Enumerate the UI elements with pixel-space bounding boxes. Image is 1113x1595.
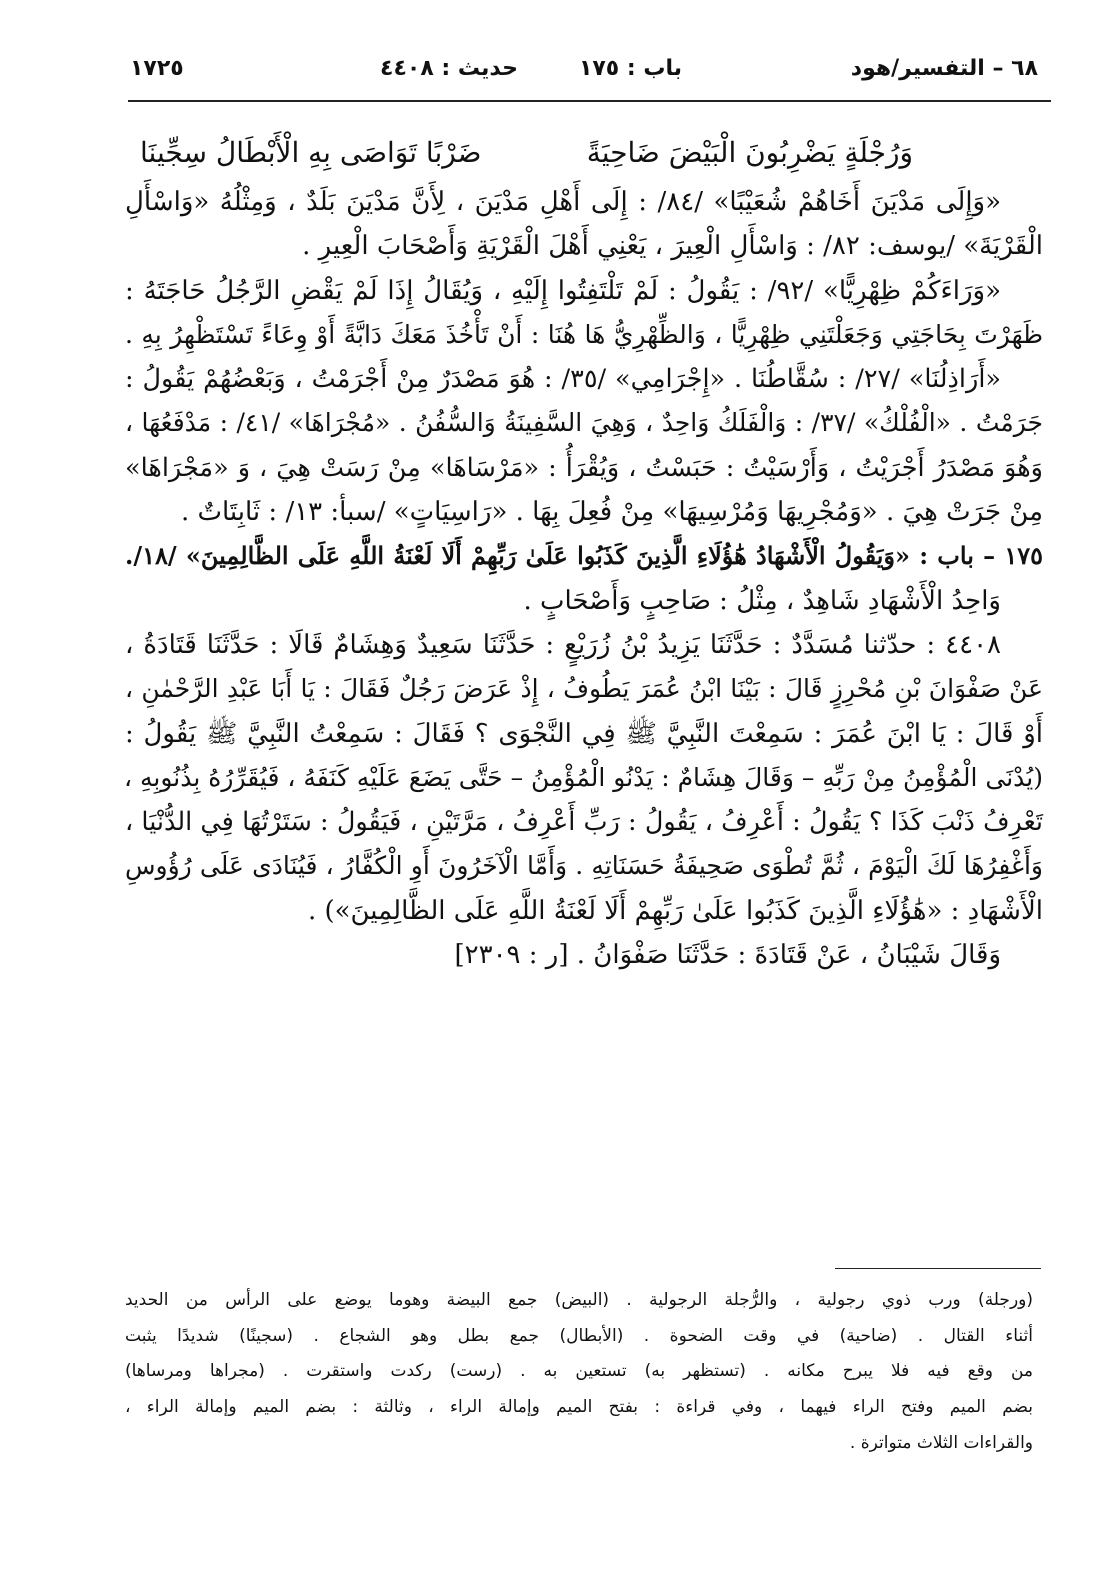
footnote-line: والقراءات الثلاث متواترة . [849,1432,1033,1453]
text-line: «وَإِلَى مَدْيَنَ أَخَاهُمْ شُعَيْبًا» /٨٤/ : إِلَى أَهْلِ مَدْيَنَ ، لِأَنَّ مَدْيَنَ بَلَدٌ ، وَمِثْلُهُ «وَاسْأَلِ [125,187,1002,217]
text-line: عَنْ صَفْوَانَ بْنِ مُحْرِزٍ قَالَ : بَيْنَا ابْنُ عُمَرَ يَطُوفُ ، إِذْ عَرَضَ رَجُلٌ فَقَالَ : يَا أَبَا عَبْدِ الرَّحْمٰنِ ، [125,674,1043,704]
text-line: جَرَمْتُ . «الْفُلْكُ» /٣٧/ : وَالْفَلَكُ وَاحِدٌ ، وَهِيَ السَّفِينَةُ وَالسُّفُنُ . «مُجْرَاهَا» /٤١/ : مَدْفَعُهَا ، [125,408,1044,438]
text-line: تَعْرِفُ ذَنْبَ كَذَا ؟ يَقُولُ : أَعْرِفُ ، يَقُولُ : رَبِّ أَعْرِفُ ، مَرَّتَيْنِ ، فَيَقُولُ : سَتَرْتُهَا فِي الدُّنْيَا ، [125,807,1043,838]
footnote-line: بضم الميم وفتح الراء فيهما ، وفي قراءة : بفتح الميم وإمالة الراء ، وثالثة : بضم الميم وإمالة الراء ، [125,1397,1033,1418]
page-number: ١٧٢٥ [130,56,184,81]
running-header [130,52,1038,92]
hadith-number: حديث : ٤٤٠٨ [380,56,518,81]
text-line: الْأَشْهَادِ : «هَٰؤُلَاءِ الَّذِينَ كَذَبُوا عَلَىٰ رَبِّهِمْ أَلَا لَعْنَةُ اللَّهِ عَلَى الظَّالِمِينَ») . [307,895,1043,926]
footnote-line: من وقع فيه فلا يبرح مكانه . (تستظهر به) تستعين به . (رست) ركدت واستقرت . (مجراها ومرساها) [125,1361,1033,1382]
bab-number: باب : ١٧٥ [578,56,682,81]
text-line: مِنْ جَرَتْ هِيَ . «وَمُجْرِيهَا وَمُرْسِيهَا» مِنْ فُعِلَ بِهَا . «رَاسِيَاتٍ» /سبأ: ١٣/ : ثَابِتَاتٌ . [180,497,1043,528]
footnote-line: (ورجلة) ورب ذوي رجولية ، والرُّجلة الرجولية . (البيض) جمع البيضة وهوما يوضع على الرأس من الحديد [125,1290,1033,1310]
text-line: وَاحِدُ الْأَشْهَادِ شَاهِدٌ ، مِثْلُ : صَاحِبٍ وَأَصْحَابٍ . [523,585,1001,616]
text-line: وَهُوَ مَصْدَرُ أَجْرَيْتُ ، وَأَرْسَيْتُ : حَبَسْتُ ، وَيُقْرَأُ : «مَرْسَاهَا» مِنْ رَسَتْ هِيَ ، وَ «مَجْرَاهَا» [125,452,1043,483]
text-line: وَأَغْفِرُهَا لَكَ الْيَوْمَ ، ثُمَّ تُطْوَى صَحِيفَةُ حَسَنَاتِهِ . وَأَمَّا الْآخَرُونَ أَوِ الْكُفَّارُ ، فَيُنَادَى عَلَى رُؤُوسِ [125,851,1043,881]
verse-first-hemistich: وَرُجْلَةٍ يَضْرِبُونَ الْبَيْضَ ضَاحِيَةً [586,136,913,169]
text-line: أَوْ قَالَ : يَا ابْنَ عُمَرَ : سَمِعْتَ النَّبِيَّ ﷺ فِي النَّجْوَى ؟ فَقَالَ : سَمِعْتُ النَّبِيَّ ﷺ يَقُولُ : [125,718,1043,749]
cross-reference-line: وَقَالَ شَيْبَانُ ، عَنْ قَتَادَةَ : حَدَّثَنَا صَفْوَانُ . [ر : ٢٣٠٩] [454,940,1001,971]
poetry-verse [140,136,913,180]
footnote-divider [835,1268,1041,1269]
hadith-isnad: ٤٤٠٨ : حدّثنا مُسَدَّدٌ : حَدَّثَنَا يَزِيدُ بْنُ زُرَيْعٍ : حَدَّثَنَا سَعِيدٌ وَهِشَامٌ قَالَا : حَدَّثَنَا قَتَادَةُ ، [125,629,1001,660]
footnote-line: أثناء القتال . (ضاحية) في وقت الضحوة . (الأبطال) جمع بطل وهو الشجاع . (سجينًا) شديدًا يثبت [125,1325,1033,1346]
header-divider [128,100,1051,102]
text-line: (يُدْنَى الْمُؤْمِنُ مِنْ رَبِّهِ – وَقَالَ هِشَامٌ : يَدْنُو الْمُؤْمِنُ – حَتَّى يَضَعَ عَلَيْهِ كَنَفَهُ ، فَيُقَرِّرُهُ بِذُنُوبِهِ ، [124,762,1043,792]
text-line: ظَهَرْتَ بِحَاجَتِي وَجَعَلْتَنِي ظِهْرِيًّا ، وَالظِّهْرِيُّ هَا هُنَا : أَنْ تَأْخُذَ مَعَكَ دَابَّةً أَوْ وِعَاءً تَسْتَظْهِرُ بِهِ . [125,319,1043,349]
main-text [125,180,1043,977]
chapter-title: ٦٨ – التفسير/هود [850,56,1038,81]
text-line: «أَرَاذِلُنَا» /٢٧/ : سُقَّاطُنَا . «إِجْرَامِي» /٣٥/ : هُوَ مَصْدَرٌ مِنْ أَجْرَمْتُ ، وَبَعْضُهُمْ يَقُولُ : [125,364,1001,395]
chapter-heading: ١٧٥ – باب : «وَيَقُولُ الْأَشْهَادُ هَٰؤُلَاءِ الَّذِينَ كَذَبُوا عَلَىٰ رَبِّهِمْ أَلَا لَعْنَةُ اللَّهِ عَلَى الظَّالِمِينَ» /١٨/. [125,541,1043,571]
footnotes [125,1283,1033,1462]
text-line: الْقَرْيَةَ» /يوسف: ٨٢/ : وَاسْأَلِ الْعِيرَ ، يَعْنِي أَهْلَ الْقَرْيَةِ وَأَصْحَابَ الْعِيرِ . [302,231,1043,262]
text-line: «وَرَاءَكُمْ ظِهْرِيًّا» /٩٢/ : يَقُولُ : لَمْ تَلْتَفِتُوا إِلَيْهِ ، وَيُقَالُ إِذَا لَمْ يَقْضِ الرَّجُلُ حَاجَتَهُ : [125,275,1002,306]
verse-second-hemistich: ضَرْبًا تَوَاصَى بِهِ الْأَبْطَالُ سِجِّينَا [140,136,482,169]
